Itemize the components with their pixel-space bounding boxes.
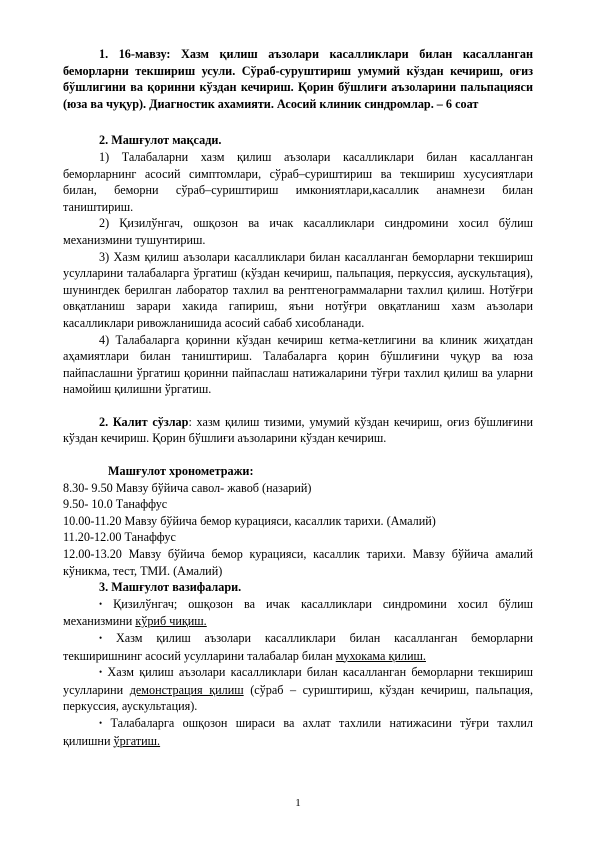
task-item-2 <box>63 630 533 664</box>
task-text: Талабаларга ошқозон шираси ва ахлат тахлили натижасини тўғри тахлил қилишни <box>63 715 533 748</box>
document-title: 1. 16-мавзу: Хазм қилиш аъзолари касалликлари билан касалланган беморларни текшириш усули. Сўраб-суруштириш умумий кўздан кечириш, оғиз бўшлигини ва қоринни кўздан кечириш. Қорин бўшлиғи аъзоларини пальпацияси (юза ва чуқур). Диагностик ахамияти. Асосий клиник синдромлар. – 6 соат <box>63 47 533 111</box>
bullet-icon: • <box>99 667 103 678</box>
schedule-row: 12.00-13.20 Мавзу бўйича бемор курацияси, касаллик тарихи. Мавзу бўйича амалий кўникма, тест, ТМИ. (Амалий) <box>63 547 533 578</box>
task-item-3 <box>63 664 533 715</box>
schedule-row: 9.50- 10.0 Танаффус <box>63 497 168 512</box>
spacer <box>63 398 533 414</box>
goal-item-2: 2) Қизилўнгач, ошқозон ва ичак касалликлари синдромини хосил бўлиш механизмини тушунтириш. <box>63 216 533 247</box>
task-item-1 <box>63 596 533 630</box>
keywords-text: : хазм қилиш тизими, умумий кўздан кечириш, оғиз бўшлиғини кўздан кечириш. Қорин бўшлиғи аъзоларини кўздан кечириш. <box>63 414 533 446</box>
section-3-heading: 3. Машғулот вазифалари. <box>99 580 242 595</box>
schedule-row: 10.00-11.20 Мавзу бўйича бемор курацияси, касаллик тарихи. (Амалий) <box>63 513 436 528</box>
task-underlined: кўриб чиқиш. <box>135 614 207 629</box>
keywords-label: 2. Калит сўзлар <box>99 414 189 429</box>
section-2-heading: 2. Машғулот мақсади. <box>99 133 222 148</box>
bullet-icon: • <box>99 633 103 643</box>
spacer <box>63 447 533 463</box>
document-page <box>63 46 533 749</box>
schedule-row: 11.20-12.00 Танаффус <box>63 530 176 545</box>
task-underlined: ўргатиш. <box>113 733 161 748</box>
goal-item-3: 3) Хазм қилиш аъзолари касалликлари билан касалланган беморларни текшириш усулларини талабаларга ўргатиш (кўздан кечириш, пальпация, перкуссия, аускультация), шунингдек берилган лаборатор тахлил ва рентгенограммаларни тахлил қилиш. Нотўғри овқатланиш зарари хакида гапириш, яъни нотўғри овқатланиш хазм аъзолари касалликлари ривожланишида асосий сабаб хисобланади. <box>63 249 533 330</box>
keywords-paragraph <box>63 414 533 447</box>
schedule-heading: Машғулот хронометражи: <box>108 464 254 479</box>
task-text: Хазм қилиш аъзолари касалликлари билан касалланган беморларни текширишнинг асосий усулларини талабалар билан <box>63 631 533 663</box>
page-number: 1 <box>295 797 301 809</box>
bullet-icon: • <box>99 598 103 609</box>
task-text: Хазм қилиш аъзолари касалликлари билан касалланган беморларни текшириш усулларини <box>63 665 533 697</box>
task-item-4 <box>63 715 533 749</box>
task-text: Қизилўнгач; ошқозон ва ичак касалликлари синдромини хосил бўлиш механизмини <box>63 596 533 629</box>
goal-item-4: 4) Талабаларга қоринни кўздан кечириш кетма-кетлигини ва клиник жиҳатдан аҳамиятлари билан таништириш. Талабаларга қорин бўшлиғини чуқур ва юза пайпаслашни ўргатиш қоринни пайпаслаш натижаларини тўғри тахлил қилиш ва уларни намойиш қилишни ўргатиш. <box>63 332 533 397</box>
schedule-row: 8.30- 9.50 Мавзу бўйича савол- жавоб (назарий) <box>63 480 312 495</box>
task-underlined: демонстрация қилиш <box>129 682 244 697</box>
goal-item-1: 1) Талабаларни хазм қилиш аъзолари касалликлари билан касалланган беморларнинг асосий симптомлари, сўраб–суриштириш ва текшириш хусусиятлари билан, беморни сўраб–суриштириш имкониятлари,касаллик анамнези билан таништириш. <box>63 149 533 214</box>
bullet-icon: • <box>99 717 103 728</box>
task-text: (сўраб – суриштириш, кўздан кечириш, пальпация, перкуссия, аускультация). <box>63 682 533 714</box>
task-underlined: мухокама қилиш. <box>335 648 426 663</box>
